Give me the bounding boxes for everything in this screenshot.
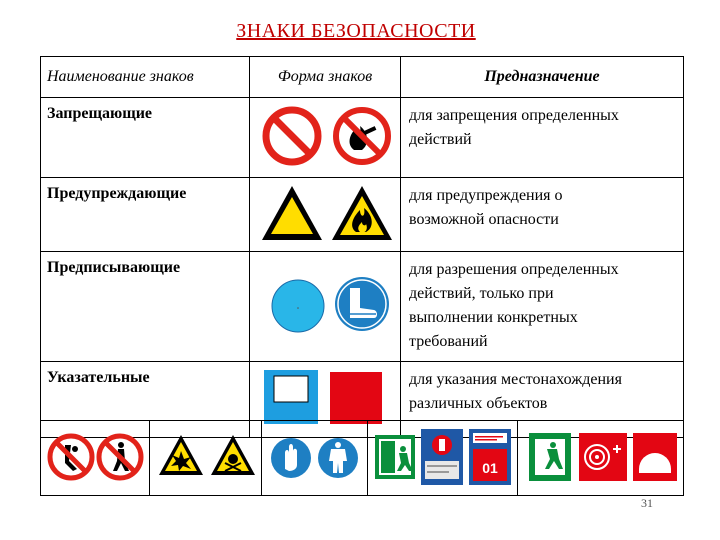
wear-protective-clothing-icon	[318, 438, 358, 478]
desc-line: выполнении конкретных	[409, 309, 578, 326]
header-shape: Форма знаков	[250, 57, 401, 98]
row-shapes	[250, 252, 401, 362]
information-square-blue-icon	[264, 370, 318, 424]
flammable-warning-icon	[332, 186, 392, 240]
information-square-red-icon	[330, 372, 382, 424]
wear-gloves-icon	[271, 438, 311, 478]
safety-boots-icon	[335, 277, 389, 331]
sign-examples-strip	[40, 420, 684, 496]
table-row-prohibition	[41, 98, 684, 178]
desc-line: для указания местонахождения	[409, 371, 622, 388]
row-desc	[401, 252, 684, 362]
row-name: Запрещающие	[41, 98, 250, 178]
row-name: Указательные	[41, 362, 250, 438]
header-name: Наименование знаков	[41, 57, 250, 98]
fire-hose-sign-icon	[579, 433, 627, 481]
page-title: ЗНАКИ БЕЗОПАСНОСТИ	[236, 20, 476, 42]
desc-line: действий, только при	[409, 285, 554, 302]
row-desc	[401, 178, 684, 252]
row-desc	[401, 98, 684, 178]
fire-extinguisher-sign-icon	[421, 429, 463, 485]
evacuation-exit-icon	[529, 433, 571, 481]
desc-line: для разрешения определенных	[409, 261, 619, 278]
row-shapes	[250, 98, 401, 178]
desc-line: различных объектов	[409, 395, 548, 412]
header-purpose: Предназначение	[401, 57, 684, 98]
desc-line: для предупреждения о	[409, 187, 563, 204]
table-row-mandatory	[41, 252, 684, 362]
fire-alarm-sign-icon	[633, 433, 677, 481]
warning-triangle-icon	[262, 186, 322, 240]
desc-line: требований	[409, 333, 488, 350]
table-header-row	[41, 57, 684, 98]
toxic-warning-icon	[211, 435, 255, 475]
explosive-warning-icon	[159, 435, 203, 475]
hydrant-number-text: 01	[482, 460, 498, 476]
no-open-flame-icon	[336, 110, 388, 162]
page-number: 31	[641, 496, 653, 510]
no-extinguishing-water-icon	[50, 436, 92, 478]
mandatory-circle-icon	[272, 280, 324, 332]
desc-line: возможной опасности	[409, 211, 559, 228]
table-row-warning	[41, 178, 684, 252]
exit-door-icon	[375, 435, 415, 479]
signs-table	[40, 56, 684, 438]
row-name: Предупреждающие	[41, 178, 250, 252]
no-pedestrians-icon	[99, 436, 141, 478]
row-name: Предписывающие	[41, 252, 250, 362]
fire-hydrant-number-sign-icon	[469, 429, 511, 485]
row-shapes	[250, 178, 401, 252]
prohibition-circle-icon	[266, 110, 318, 162]
desc-line: для запрещения определенных	[409, 107, 619, 124]
desc-line: действий	[409, 131, 472, 148]
